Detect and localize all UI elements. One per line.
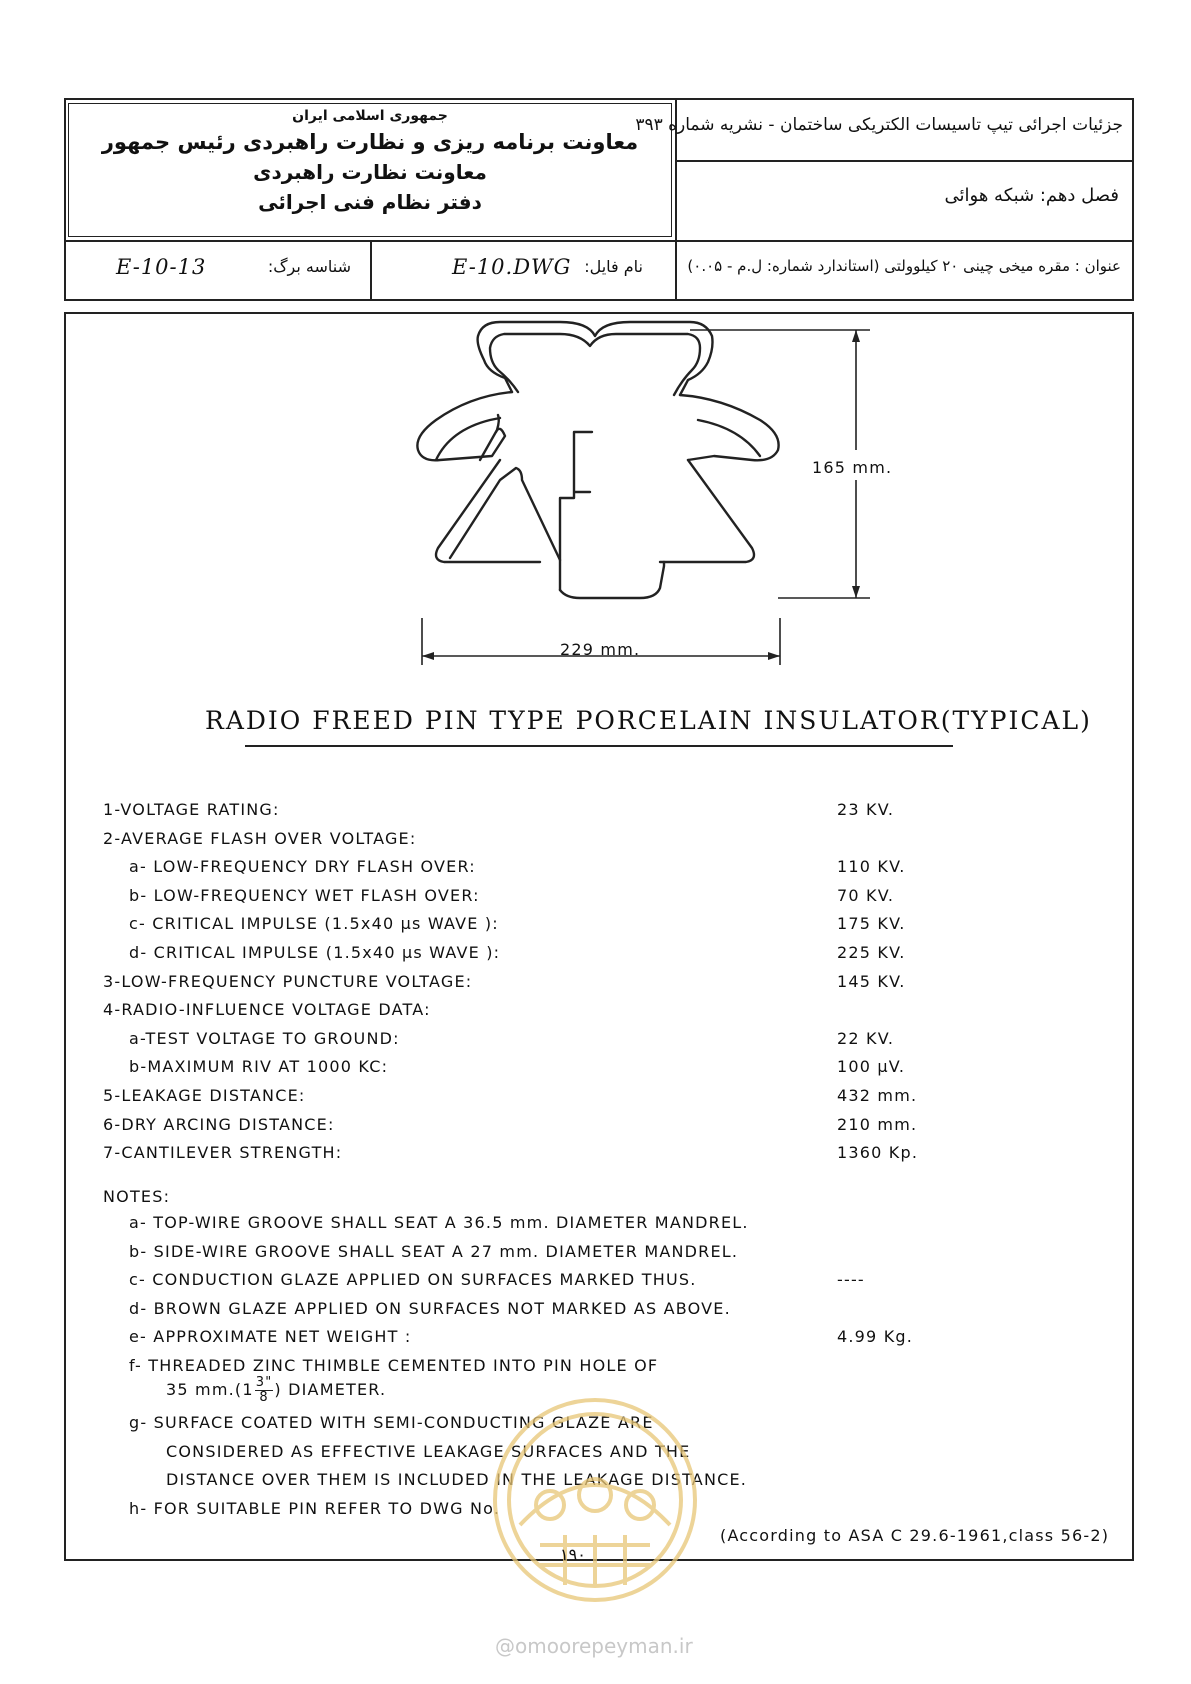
spec-row <box>0 829 1191 857</box>
spec-row <box>0 1086 1191 1114</box>
file-value: E-10.DWG <box>452 255 572 279</box>
spec-value: 225 KV. <box>837 943 906 962</box>
note-value: 4.99 Kg. <box>837 1327 914 1347</box>
spec-label: 4-RADIO-INFLUENCE VOLTAGE DATA: <box>103 1000 431 1020</box>
spec-value: 145 KV. <box>837 971 906 991</box>
spec-label: 2-AVERAGE FLASH OVER VOLTAGE: <box>103 828 417 848</box>
spec-label: 5-LEAKAGE DISTANCE: <box>103 1086 306 1105</box>
note-f-prefix: 35 mm.(1 <box>166 1380 254 1399</box>
note-f-line2 <box>166 1376 386 1405</box>
pin-hole <box>560 432 592 590</box>
watermark-stamp <box>480 1385 710 1615</box>
sheet-label: شناسه برگ: <box>267 257 351 276</box>
spec-row <box>0 972 1191 1000</box>
spec-value: 110 KV. <box>837 857 906 877</box>
height-dimension: 165 mm. <box>812 458 893 477</box>
chapter-title: فصل دهم: شبکه هوائی <box>944 185 1119 206</box>
note-row <box>0 1213 1191 1241</box>
note-row <box>0 1242 1191 1270</box>
spec-label: 7-CANTILEVER STRENGTH: <box>103 1143 343 1163</box>
spec-label: b-MAXIMUM RIV AT 1000 KC: <box>129 1057 389 1077</box>
spec-value: 70 KV. <box>837 885 895 905</box>
fraction-numerator: 3" <box>255 1375 273 1390</box>
spec-label: 1-VOLTAGE RATING: <box>103 800 280 819</box>
note-label: h- FOR SUITABLE PIN REFER TO DWG No. <box>129 1499 501 1518</box>
insulator-cone <box>436 460 540 562</box>
spec-label: d- CRITICAL IMPULSE (1.5x40 μs WAVE ): <box>129 943 501 962</box>
publication-title: جزئیات اجرائی تیپ تاسیسات الکتریکی ساختمان - نشریه شماره ۳۹۳ <box>635 115 1123 135</box>
spec-label: a- LOW-FREQUENCY DRY FLASH OVER: <box>129 857 476 877</box>
spec-row <box>0 1143 1191 1171</box>
spec-value: 1360 Kp. <box>837 1143 919 1163</box>
spec-value: 100 μV. <box>837 1057 906 1077</box>
spec-list <box>0 800 1191 1200</box>
spec-label: 6-DRY ARCING DISTANCE: <box>103 1114 335 1134</box>
notes-title: NOTES: <box>103 1187 171 1206</box>
insulator-base <box>560 562 664 598</box>
note-row <box>0 1299 1191 1327</box>
width-dimension: 229 mm. <box>560 640 641 659</box>
note-value: ---- <box>837 1270 865 1290</box>
spec-value: 432 mm. <box>837 1086 918 1105</box>
fraction-3-8 <box>255 1376 274 1405</box>
spec-row <box>0 886 1191 914</box>
standard-reference: (According to ASA C 29.6-1961,class 56-2) <box>720 1526 1110 1545</box>
spec-row <box>0 1029 1191 1057</box>
org-line2: معاونت نظارت راهبردی <box>253 160 487 184</box>
org-country: جمهوری اسلامی ایران <box>292 108 448 124</box>
note-label: g- SURFACE COATED WITH SEMI-CONDUCTING GLAZE ARE <box>129 1413 654 1433</box>
note-label: b- SIDE-WIRE GROOVE SHALL SEAT A 27 mm. DIAMETER MANDREL. <box>129 1241 739 1261</box>
file-label: نام فایل: <box>584 257 643 276</box>
note-label: CONSIDERED AS EFFECTIVE LEAKAGE SURFACES AND THE <box>166 1441 691 1461</box>
spec-label: 3-LOW-FREQUENCY PUNCTURE VOLTAGE: <box>103 971 473 991</box>
spec-value: 175 KV. <box>837 914 906 934</box>
watermark-url: @omoorepeyman.ir <box>495 1634 693 1658</box>
spec-row <box>0 943 1191 971</box>
spec-value: 22 KV. <box>837 1028 895 1048</box>
spec-row <box>0 1000 1191 1028</box>
note-row <box>0 1270 1191 1298</box>
title-underline <box>245 745 953 747</box>
subject-title: عنوان : مقره میخی چینی ۲۰ کیلوولتی (استاندارد شماره: ل.م - ۰.۰۵) <box>687 257 1121 275</box>
drawing-title: RADIO FREED PIN TYPE PORCELAIN INSULATOR(TYPICAL) <box>205 706 1092 735</box>
note-label: d- BROWN GLAZE APPLIED ON SURFACES NOT MARKED AS ABOVE. <box>129 1298 731 1318</box>
page-number: ۱۹۰ <box>560 1545 586 1564</box>
note-f-suffix: ) DIAMETER. <box>274 1380 387 1399</box>
spec-row <box>0 1057 1191 1085</box>
spec-row <box>0 1115 1191 1143</box>
org-line3: دفتر نظام فنی اجرائی <box>258 190 482 214</box>
note-label: DISTANCE OVER THEM IS INCLUDED IN THE LEAKAGE DISTANCE. <box>166 1470 748 1490</box>
insulator-head-inner <box>490 334 700 395</box>
spec-row <box>0 857 1191 885</box>
spec-value: 210 mm. <box>837 1114 918 1134</box>
spec-value: 23 KV. <box>837 800 895 819</box>
insulator-drawing <box>0 0 1191 700</box>
spec-label: a-TEST VOLTAGE TO GROUND: <box>129 1028 400 1048</box>
note-label: a- TOP-WIRE GROOVE SHALL SEAT A 36.5 mm. DIAMETER MANDREL. <box>129 1213 749 1232</box>
org-line1: معاونت برنامه ریزی و نظارت راهبردی رئیس جمهور <box>101 130 639 154</box>
note-row <box>0 1327 1191 1355</box>
spec-label: c- CRITICAL IMPULSE (1.5x40 μs WAVE ): <box>129 914 499 934</box>
fraction-denominator: 8 <box>259 1390 269 1405</box>
spec-label: b- LOW-FREQUENCY WET FLASH OVER: <box>129 885 480 905</box>
spec-row <box>0 914 1191 942</box>
sheet-value: E-10-13 <box>116 255 207 279</box>
note-label: e- APPROXIMATE NET WEIGHT : <box>129 1327 412 1347</box>
note-label: f- THREADED ZINC THIMBLE CEMENTED INTO PIN HOLE OF <box>129 1356 659 1375</box>
spec-row <box>0 800 1191 828</box>
note-label: c- CONDUCTION GLAZE APPLIED ON SURFACES MARKED THUS. <box>129 1270 697 1290</box>
